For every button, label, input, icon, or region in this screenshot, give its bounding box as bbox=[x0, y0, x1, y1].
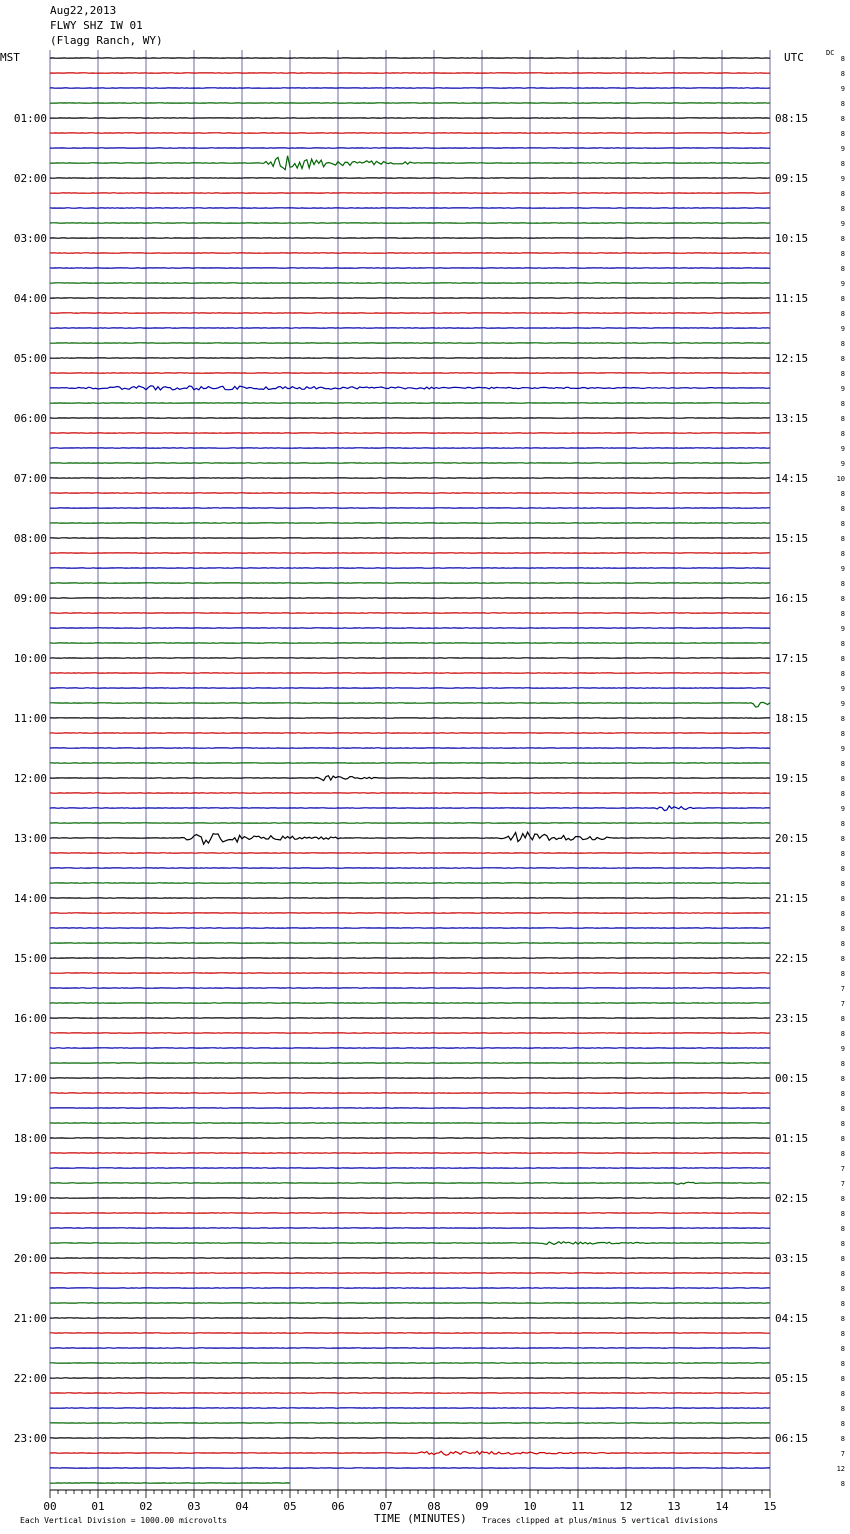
dc-offset-value: 8 bbox=[840, 1135, 845, 1143]
dc-offset-value: 8 bbox=[840, 130, 845, 138]
utc-hour-label: 17:15 bbox=[775, 652, 809, 665]
utc-hour-label: 05:15 bbox=[775, 1372, 809, 1385]
dc-offset-value: 8 bbox=[840, 970, 845, 978]
dc-offset-value: 8 bbox=[840, 925, 845, 933]
dc-offset-value: 8 bbox=[840, 1210, 845, 1218]
dc-offset-value: 9 bbox=[840, 175, 845, 183]
mst-hour-label: 10:00 bbox=[13, 652, 47, 665]
mst-hour-label: 15:00 bbox=[13, 952, 47, 965]
dc-offset-value: 8 bbox=[840, 1240, 845, 1248]
mst-hour-label: 14:00 bbox=[13, 892, 47, 905]
dc-offset-value: 9 bbox=[840, 685, 845, 693]
dc-offset-value: 8 bbox=[840, 430, 845, 438]
utc-hour-label: 12:15 bbox=[775, 352, 809, 365]
x-tick-label: 02 bbox=[139, 1500, 153, 1513]
dc-offset-value: 8 bbox=[840, 880, 845, 888]
right-timezone-label: UTC bbox=[784, 51, 804, 64]
dc-offset-value: 8 bbox=[840, 535, 845, 543]
dc-offset-value: 8 bbox=[840, 340, 845, 348]
mst-hour-label: 02:00 bbox=[13, 172, 47, 185]
mst-hour-label: 22:00 bbox=[13, 1372, 47, 1385]
dc-offset-value: 8 bbox=[840, 1390, 845, 1398]
dc-offset-value: 8 bbox=[840, 595, 845, 603]
x-tick-label: 13 bbox=[667, 1500, 681, 1513]
dc-offset-value: 9 bbox=[840, 325, 845, 333]
dc-offset-value: 8 bbox=[840, 820, 845, 828]
mst-hour-label: 13:00 bbox=[13, 832, 47, 845]
mst-hour-label: 20:00 bbox=[13, 1252, 47, 1265]
utc-hour-label: 00:15 bbox=[775, 1072, 809, 1085]
dc-offset-value: 8 bbox=[840, 835, 845, 843]
dc-offset-value: 7 bbox=[840, 1000, 845, 1008]
dc-offset-value: 8 bbox=[840, 520, 845, 528]
dc-offset-value: 8 bbox=[840, 1405, 845, 1413]
utc-hour-label: 02:15 bbox=[775, 1192, 809, 1205]
x-tick-label: 07 bbox=[379, 1500, 393, 1513]
seismic-trace bbox=[50, 386, 770, 390]
mst-hour-label: 08:00 bbox=[13, 532, 47, 545]
utc-hour-label: 13:15 bbox=[775, 412, 809, 425]
mst-hour-label: 19:00 bbox=[13, 1192, 47, 1205]
dc-offset-value: 8 bbox=[840, 1120, 845, 1128]
mst-hour-label: 03:00 bbox=[13, 232, 47, 245]
dc-offset-value: 8 bbox=[840, 640, 845, 648]
dc-offset-value: 8 bbox=[840, 1420, 845, 1428]
x-tick-label: 03 bbox=[187, 1500, 201, 1513]
dc-offset-value: 8 bbox=[840, 655, 845, 663]
dc-offset-value: 8 bbox=[840, 775, 845, 783]
utc-hour-label: 03:15 bbox=[775, 1252, 809, 1265]
mst-hour-label: 09:00 bbox=[13, 592, 47, 605]
dc-offset-value: 8 bbox=[840, 295, 845, 303]
utc-hour-label: 19:15 bbox=[775, 772, 809, 785]
dc-offset-value: 8 bbox=[840, 1030, 845, 1038]
station-location: (Flagg Ranch, WY) bbox=[50, 34, 163, 47]
dc-offset-value: 8 bbox=[840, 940, 845, 948]
x-tick-label: 01 bbox=[91, 1500, 105, 1513]
dc-offset-value: 8 bbox=[840, 1300, 845, 1308]
utc-hour-label: 18:15 bbox=[775, 712, 809, 725]
dc-offset-value: 8 bbox=[840, 1105, 845, 1113]
x-tick-label: 15 bbox=[763, 1500, 777, 1513]
dc-offset-value: 9 bbox=[840, 565, 845, 573]
dc-offset-value: 8 bbox=[840, 1195, 845, 1203]
dc-offset-value: 8 bbox=[840, 850, 845, 858]
dc-offset-value: 8 bbox=[840, 865, 845, 873]
seismic-trace bbox=[50, 832, 770, 844]
dc-offset-value: 8 bbox=[840, 580, 845, 588]
plot-date: Aug22,2013 bbox=[50, 4, 117, 17]
dc-offset-value: 8 bbox=[840, 1285, 845, 1293]
dc-offset-value: 7 bbox=[840, 985, 845, 993]
mst-hour-label: 12:00 bbox=[13, 772, 47, 785]
dc-offset-value: 9 bbox=[840, 145, 845, 153]
dc-offset-value: 8 bbox=[840, 790, 845, 798]
dc-offset-value: 8 bbox=[840, 1330, 845, 1338]
x-tick-label: 00 bbox=[43, 1500, 57, 1513]
seismic-trace bbox=[50, 776, 770, 781]
utc-hour-label: 15:15 bbox=[775, 532, 809, 545]
utc-hour-label: 10:15 bbox=[775, 232, 809, 245]
dc-offset-value: 9 bbox=[840, 625, 845, 633]
scale-note: Each Vertical Division = 1000.00 microvolts bbox=[20, 1516, 228, 1525]
dc-offset-value: 8 bbox=[840, 1225, 845, 1233]
dc-offset-value: 8 bbox=[840, 910, 845, 918]
dc-offset-value: 8 bbox=[840, 895, 845, 903]
dc-offset-value: 8 bbox=[840, 235, 845, 243]
x-tick-label: 11 bbox=[571, 1500, 585, 1513]
seismic-trace bbox=[50, 806, 770, 811]
dc-offset-value: 8 bbox=[840, 1150, 845, 1158]
dc-offset-value: 8 bbox=[840, 670, 845, 678]
x-tick-label: 10 bbox=[523, 1500, 537, 1513]
utc-hour-label: 23:15 bbox=[775, 1012, 809, 1025]
mst-hour-label: 05:00 bbox=[13, 352, 47, 365]
mst-hour-label: 07:00 bbox=[13, 472, 47, 485]
utc-hour-label: 22:15 bbox=[775, 952, 809, 965]
clip-note: Traces clipped at plus/minus 5 vertical divisions bbox=[482, 1516, 719, 1525]
utc-hour-label: 21:15 bbox=[775, 892, 809, 905]
dc-offset-value: 8 bbox=[840, 400, 845, 408]
x-tick-label: 05 bbox=[283, 1500, 297, 1513]
dc-offset-value: 8 bbox=[840, 265, 845, 273]
dc-offset-value: 9 bbox=[840, 445, 845, 453]
mst-hour-label: 16:00 bbox=[13, 1012, 47, 1025]
dc-offset-value: 8 bbox=[840, 610, 845, 618]
dc-offset-value: 8 bbox=[840, 190, 845, 198]
x-axis-label: TIME (MINUTES) bbox=[374, 1512, 467, 1525]
dc-offset-value: 8 bbox=[840, 1075, 845, 1083]
dc-offset-value: 8 bbox=[840, 730, 845, 738]
dc-offset-value: 7 bbox=[840, 1180, 845, 1188]
seismic-trace bbox=[50, 156, 770, 170]
dc-offset-value: 8 bbox=[840, 160, 845, 168]
dc-offset-value: 9 bbox=[840, 805, 845, 813]
dc-offset-value: 9 bbox=[840, 1045, 845, 1053]
dc-offset-value: 8 bbox=[840, 205, 845, 213]
dc-offset-value: 8 bbox=[840, 505, 845, 513]
dc-offset-value: 9 bbox=[840, 700, 845, 708]
dc-offset-value: 9 bbox=[840, 85, 845, 93]
dc-offset-value: 8 bbox=[840, 1060, 845, 1068]
dc-offset-value: 8 bbox=[840, 1255, 845, 1263]
dc-offset-value: 8 bbox=[840, 250, 845, 258]
dc-offset-value: 8 bbox=[840, 1360, 845, 1368]
utc-hour-label: 16:15 bbox=[775, 592, 809, 605]
x-tick-label: 08 bbox=[427, 1500, 441, 1513]
dc-offset-header: DC bbox=[826, 49, 835, 57]
seismic-trace bbox=[50, 1451, 770, 1455]
dc-offset-value: 8 bbox=[840, 115, 845, 123]
dc-offset-value: 10 bbox=[836, 475, 845, 483]
station-code: FLWY SHZ IW 01 bbox=[50, 19, 143, 32]
dc-offset-value: 8 bbox=[840, 1435, 845, 1443]
utc-hour-label: 04:15 bbox=[775, 1312, 809, 1325]
dc-offset-value: 8 bbox=[840, 1270, 845, 1278]
mst-hour-label: 21:00 bbox=[13, 1312, 47, 1325]
seismic-trace bbox=[50, 1182, 770, 1184]
mst-hour-label: 23:00 bbox=[13, 1432, 47, 1445]
dc-offset-value: 9 bbox=[840, 385, 845, 393]
utc-hour-label: 11:15 bbox=[775, 292, 809, 305]
seismic-trace bbox=[50, 1242, 770, 1245]
dc-offset-value: 9 bbox=[840, 220, 845, 228]
utc-hour-label: 01:15 bbox=[775, 1132, 809, 1145]
dc-offset-value: 8 bbox=[840, 55, 845, 63]
dc-offset-value: 8 bbox=[840, 370, 845, 378]
x-tick-label: 12 bbox=[619, 1500, 633, 1513]
mst-hour-label: 06:00 bbox=[13, 412, 47, 425]
dc-offset-value: 8 bbox=[840, 70, 845, 78]
dc-offset-value: 8 bbox=[840, 310, 845, 318]
dc-offset-value: 8 bbox=[840, 1345, 845, 1353]
dc-offset-value: 8 bbox=[840, 1090, 845, 1098]
utc-hour-label: 20:15 bbox=[775, 832, 809, 845]
x-tick-label: 14 bbox=[715, 1500, 729, 1513]
time-axis bbox=[43, 1490, 776, 1513]
dc-offset-value: 8 bbox=[840, 355, 845, 363]
utc-hour-label: 09:15 bbox=[775, 172, 809, 185]
dc-offset-value: 8 bbox=[840, 1315, 845, 1323]
dc-offset-value: 9 bbox=[840, 745, 845, 753]
dc-offset-value: 8 bbox=[840, 550, 845, 558]
dc-offset-value: 8 bbox=[840, 1375, 845, 1383]
x-tick-label: 04 bbox=[235, 1500, 249, 1513]
dc-offset-value: 8 bbox=[840, 715, 845, 723]
dc-offset-value: 12 bbox=[836, 1465, 845, 1473]
dc-offset-value: 8 bbox=[840, 415, 845, 423]
seismic-traces bbox=[50, 58, 770, 1483]
mst-hour-label: 17:00 bbox=[13, 1072, 47, 1085]
dc-offset-value: 9 bbox=[840, 280, 845, 288]
dc-offset-value: 9 bbox=[840, 460, 845, 468]
dc-offset-value: 8 bbox=[840, 955, 845, 963]
dc-offset-value: 7 bbox=[840, 1450, 845, 1458]
dc-offset-value: 8 bbox=[840, 100, 845, 108]
utc-hour-label: 14:15 bbox=[775, 472, 809, 485]
dc-offset-value: 8 bbox=[840, 1015, 845, 1023]
dc-offset-value: 8 bbox=[840, 490, 845, 498]
dc-offset-value: 8 bbox=[840, 760, 845, 768]
mst-hour-label: 01:00 bbox=[13, 112, 47, 125]
seismic-trace bbox=[50, 702, 770, 707]
utc-hour-label: 08:15 bbox=[775, 112, 809, 125]
mst-hour-label: 04:00 bbox=[13, 292, 47, 305]
left-timezone-label: MST bbox=[0, 51, 20, 64]
minute-gridlines bbox=[50, 50, 770, 1490]
utc-hour-label: 06:15 bbox=[775, 1432, 809, 1445]
dc-offset-value: 7 bbox=[840, 1165, 845, 1173]
dc-offset-value: 8 bbox=[840, 1480, 845, 1488]
mst-hour-label: 18:00 bbox=[13, 1132, 47, 1145]
x-tick-label: 06 bbox=[331, 1500, 345, 1513]
x-tick-label: 09 bbox=[475, 1500, 489, 1513]
mst-hour-label: 11:00 bbox=[13, 712, 47, 725]
